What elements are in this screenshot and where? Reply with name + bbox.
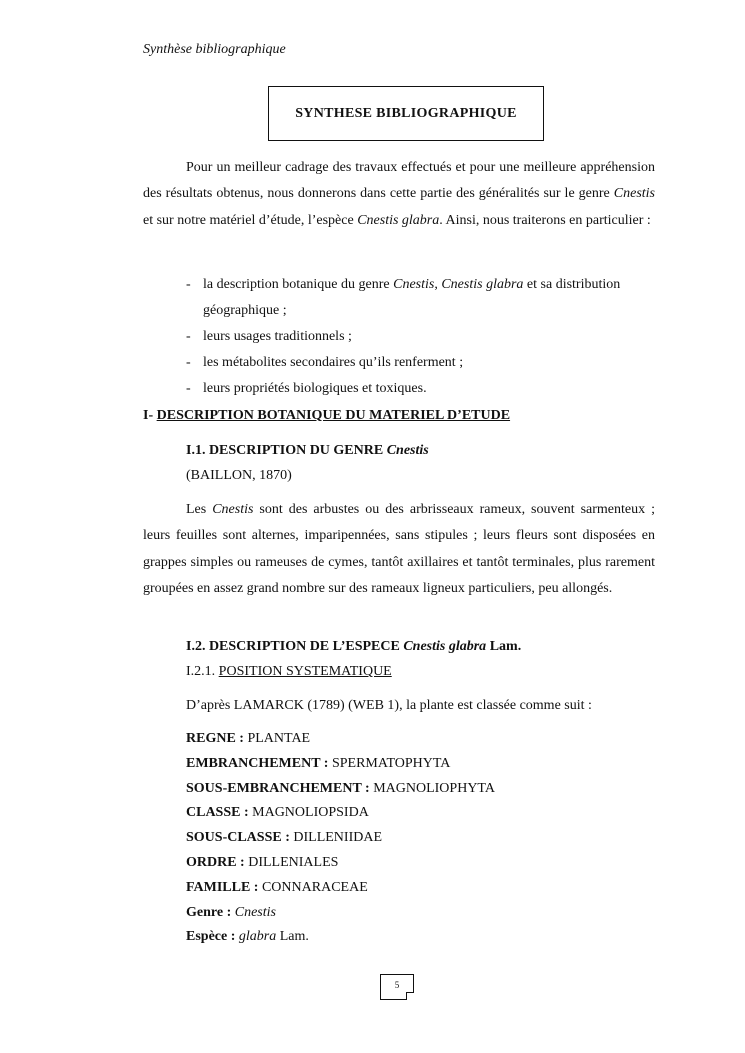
text-run: leurs usages traditionnels ; <box>203 329 352 344</box>
subsubsection-title: POSITION SYSTEMATIQUE <box>218 664 392 679</box>
taxonomy-label: EMBRANCHEMENT : <box>186 755 329 771</box>
subsection-title: I.1. DESCRIPTION DU GENRE <box>186 443 387 458</box>
taxonomy-row <box>186 925 495 950</box>
taxonomy-value: MAGNOLIOPSIDA <box>248 805 369 821</box>
page-number-box <box>380 974 414 1000</box>
text-run: , <box>434 277 442 292</box>
italic-text: Cnestis glabra <box>357 212 440 228</box>
subsection-heading-species <box>186 639 521 655</box>
taxonomy-row <box>186 777 495 802</box>
genus-description <box>143 497 655 602</box>
text-run: les métabolites secondaires qu’ils renferment ; <box>203 355 464 370</box>
list-item <box>186 350 656 376</box>
taxonomy-row <box>186 851 495 876</box>
text-run: et sa distribution géographique ; <box>203 277 621 318</box>
taxonomy-label: FAMILLE : <box>186 879 259 895</box>
page-fold-corner <box>406 992 414 1000</box>
taxonomy-row <box>186 727 495 752</box>
taxonomy-label: Espèce : <box>186 929 236 945</box>
text-run: leurs propriétés biologiques et toxiques. <box>203 381 427 396</box>
text-run: Pour un meilleur cadrage des travaux effectués et pour une meilleure appréhension des résultats obtenus, nous donnerons dans cette partie des généralités sur le genre <box>143 160 655 202</box>
taxonomy-value: SPERMATOPHYTA <box>328 755 451 771</box>
taxonomy-value: PLANTAE <box>243 731 311 746</box>
subsection-title: I.2. DESCRIPTION DE L’ESPECE <box>186 639 404 654</box>
taxonomy-label: REGNE : <box>186 731 244 746</box>
running-header: Synthèse bibliographique <box>143 42 286 57</box>
subsection-title-italic: Cnestis glabra <box>403 639 487 654</box>
section-prefix: I- <box>143 408 157 423</box>
italic-text: Cnestis glabra <box>441 277 524 292</box>
taxonomy-row <box>186 801 495 826</box>
taxonomy-value: Cnestis <box>231 904 276 920</box>
taxonomy-value: DILLENIIDAE <box>289 830 383 846</box>
intro-paragraph <box>143 155 655 234</box>
text-run: Les <box>186 502 213 517</box>
taxonomy-value: DILLENIALES <box>244 854 339 870</box>
italic-text: Cnestis <box>212 502 254 517</box>
taxonomy-list <box>186 727 495 950</box>
taxonomy-label: ORDRE : <box>186 854 245 870</box>
page-number: 5 <box>394 980 400 990</box>
taxonomy-value: CONNARACEAE <box>258 879 368 895</box>
text-run: sont des arbustes ou des arbrisseaux rameux, souvent sarmenteux ; leurs feuilles sont alternes, imparipennées, sans stipules ; leurs fleurs sont disposées en grappes simples ou rameuses de cymes, tantôt axillaires et tantôt terminales, plus rarement groupées en assez grand nombre sur des rameaux ligneux particuliers, peu allongés. <box>143 502 655 596</box>
list-item <box>186 324 656 350</box>
taxonomy-label: CLASSE : <box>186 805 249 821</box>
page-title: SYNTHESE BIBLIOGRAPHIQUE <box>295 105 517 121</box>
italic-text: Cnestis <box>393 277 435 292</box>
italic-text: Cnestis <box>613 186 655 202</box>
text-run: la description botanique du genre <box>203 277 394 292</box>
topic-list <box>186 272 656 402</box>
taxonomy-row <box>186 752 495 777</box>
taxonomy-value: MAGNOLIOPHYTA <box>369 780 495 796</box>
taxonomy-author: Lam. <box>276 929 309 945</box>
section-heading <box>143 408 510 424</box>
subsection-title-suffix: Lam. <box>486 639 522 654</box>
subsection-title-italic: Cnestis <box>386 443 429 458</box>
subsubsection-number: I.2.1. <box>186 664 219 679</box>
taxonomy-label: SOUS-CLASSE : <box>186 830 290 846</box>
text-run: et sur notre matériel d’étude, l’espèce <box>143 212 358 228</box>
list-item <box>186 272 656 324</box>
taxonomy-label: Genre : <box>186 904 232 920</box>
subsubsection-heading <box>186 664 392 680</box>
taxonomy-row <box>186 876 495 901</box>
section-title: DESCRIPTION BOTANIQUE DU MATERIEL D’ETUDE <box>156 408 511 423</box>
taxonomy-row <box>186 826 495 851</box>
taxonomy-value: glabra <box>235 929 277 945</box>
taxonomy-row <box>186 901 495 926</box>
text-run: . Ainsi, nous traiterons en particulier : <box>439 212 651 228</box>
genus-citation: (BAILLON, 1870) <box>186 468 292 483</box>
classification-intro: D’après LAMARCK (1789) (WEB 1), la plante est classée comme suit : <box>186 698 592 713</box>
page-title-box <box>268 86 544 141</box>
taxonomy-label: SOUS-EMBRANCHEMENT : <box>186 780 370 796</box>
list-item <box>186 376 656 402</box>
subsection-heading-genus <box>186 443 429 459</box>
